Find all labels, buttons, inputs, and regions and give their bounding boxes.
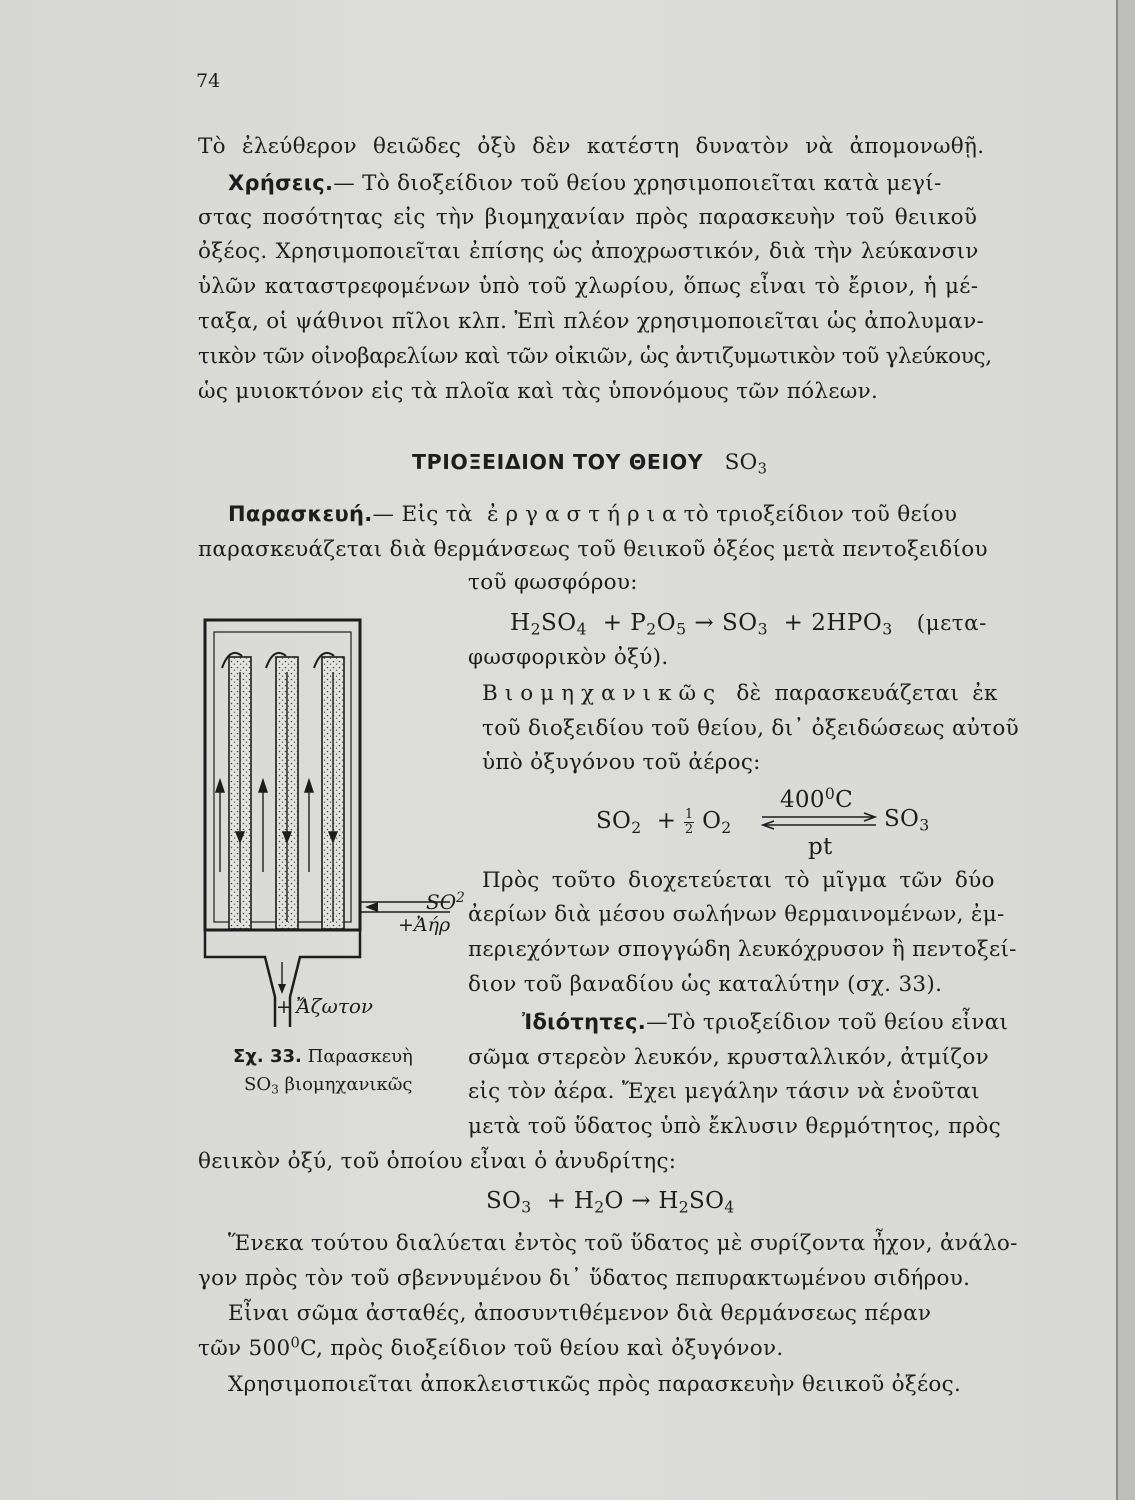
text-line: στας ποσότητας εἰς τὴν βιομηχανίαν πρὸς παρασκευὴν τοῦ θειικοῦ: [198, 205, 978, 230]
text-line: φωσφορικὸν ὀξύ).: [468, 645, 669, 670]
figure-label-so2: [426, 892, 465, 912]
text-line: ὑλῶν καταστρεφομένων ὑπὸ τοῦ χλωρίου, ὅπως εἶναι τὸ ἔριον, ἡ μέ-: [198, 274, 979, 299]
text-fragment: τὸ τριοξείδιον τοῦ θείου: [683, 502, 958, 527]
spaced-word: Βιομηχανικῶς: [482, 681, 723, 706]
section-title-text: ΤΡΙΟΞΕΙΔΙΟΝ ΤΟΥ ΘΕΙΟΥ: [412, 450, 704, 474]
plus-sign: +: [656, 808, 677, 835]
equation-condition-temp: [780, 784, 853, 813]
text-fragment: τῶν: [198, 1336, 242, 1361]
section-title: [412, 450, 768, 478]
degree: 0: [290, 1334, 301, 1352]
fraction-numerator: 1: [684, 807, 694, 822]
text-line: [198, 1334, 784, 1361]
fraction: [684, 808, 695, 836]
text-line: μετὰ τοῦ ὕδατος ὑπὸ ἔκλυσιν θερμότητος, πρὸς: [468, 1114, 1001, 1139]
text-fragment: πρὸς διοξείδιον τοῦ θείου καὶ ὀξυγόνον.: [330, 1336, 784, 1361]
text-line: ὑπὸ ὀξυγόνου τοῦ ἀέρος:: [482, 750, 761, 775]
text-line: [228, 173, 942, 195]
text-line: περιεχόντων σπογγώδη λευκόχρυσον ἢ πεντοξεί-: [468, 937, 1017, 962]
equation-3: $SO_3 + H_2O \to H_2SO_4$: [486, 1188, 735, 1217]
figure-label-air: +Ἀήρ: [398, 914, 451, 936]
label-text: SO: [426, 890, 457, 914]
equation-1: $H_2SO_4 + P_2O_5 \to SO_3 + 2HPO_3$ (μετα-: [510, 610, 987, 639]
formula-so2: SO: [596, 808, 632, 835]
page-number: 74: [196, 70, 221, 92]
unit: C: [835, 787, 853, 813]
text-fragment: δὲ παρασκευάζεται ἐκ: [736, 681, 998, 706]
text-line: τοῦ διοξειδίου τοῦ θείου, δι᾽ ὀξειδώσεως αὐτοῦ: [482, 716, 1019, 741]
text-line: εἰς τὸν ἀέρα. Ἔχει μεγάλην τάσιν νὰ ἑνοῦται: [468, 1079, 980, 1104]
text-line: Εἶναι σῶμα ἀσταθές, ἀποσυντιθέμενον διὰ θερμάνσεως πέραν: [228, 1301, 932, 1326]
text-line: Ἕνεκα τούτου διαλύεται ἐντὸς τοῦ ὕδατος μὲ συρίζοντα ἦχον, ἀνάλο-: [228, 1231, 1018, 1256]
figure-33-apparatus: [200, 612, 470, 1032]
equation-condition-catalyst: pt: [808, 834, 833, 860]
figure-caption-number: Σχ. 33.: [233, 1046, 302, 1067]
text-line: σῶμα στερεὸν λευκόν, κρυσταλλικόν, ἀτμίζον: [468, 1045, 989, 1070]
figure-caption-text: Παρασκευὴ: [307, 1046, 413, 1067]
unit: C,: [300, 1336, 324, 1361]
text-fragment: —Τὸ τριοξείδιον τοῦ θείου εἶναι: [646, 1010, 1009, 1035]
equation-note: (μετα-: [916, 611, 987, 636]
heading-preparation: Παρασκευή.: [228, 502, 373, 526]
equation-2: [596, 808, 732, 836]
figure-label-nitrogen: Ἄζωτον: [296, 994, 374, 1018]
text-line: θειικὸν ὀξύ, τοῦ ὁποίου εἶναι ὁ ἀνυδρίτης:: [198, 1149, 677, 1174]
figure-caption-text: βιομηχανικῶς: [284, 1074, 413, 1095]
temperature: 400: [780, 787, 825, 813]
text-line: τικὸν τῶν οἰνοβαρελίων καὶ τῶν οἰκιῶν, ὡς ἀντιζυμωτικὸν τοῦ γλεύκους,: [198, 344, 992, 369]
text-line: ἀερίων διὰ μέσου σωλήνων θερμαινομένων, ἐμ-: [468, 902, 1005, 927]
text-line: Τὸ ἐλεύθερον θειῶδες ὀξὺ δὲν κατέστη δυνατὸν νὰ ἀπομονωθῇ.: [198, 134, 985, 159]
heading-uses: Χρήσεις.: [228, 171, 334, 195]
superscript: 2: [456, 890, 465, 907]
text-fragment: — Τὸ διοξείδιον τοῦ θείου χρησιμοποιεῖται κατὰ μεγί-: [333, 171, 942, 196]
text-line: Πρὸς τοῦτο διοχετεύεται τὸ μῖγμα τῶν δύο: [482, 868, 995, 893]
text-line: τοῦ φωσφόρου:: [468, 570, 638, 595]
subscript: 2: [631, 817, 642, 837]
spaced-word: ἐργαστήρια: [486, 502, 684, 527]
text-line: ὡς μυιοκτόνον εἰς τὰ πλοῖα καὶ τὰς ὑπονόμους τῶν πόλεων.: [198, 379, 879, 404]
figure-caption: [233, 1048, 413, 1066]
temperature: 500: [248, 1336, 291, 1361]
equilibrium-arrow-icon: [760, 812, 878, 830]
text-line: γον πρὸς τὸν τοῦ σβεννυμένου δι᾽ ὕδατος πεπυρακτωμένου σιδήρου.: [198, 1266, 971, 1291]
formula-o2: O: [702, 808, 722, 835]
heading-properties: Ἰδιότητες.: [522, 1010, 647, 1034]
degree: 0: [824, 784, 836, 804]
text-line: παρασκευάζεται διὰ θερμάνσεως τοῦ θειικοῦ ὀξέος μετὰ πεντοξειδίου: [198, 537, 988, 562]
subscript: 3: [757, 460, 768, 478]
text-line: ὀξέος. Χρησιμοποιεῖται ἐπίσης ὡς ἀποχρωστικόν, διὰ τὴν λεύκανσιν: [198, 239, 979, 264]
text-line: Χρησιμοποιεῖται ἀποκλειστικῶς πρὸς παρασκευὴν θειικοῦ ὀξέος.: [228, 1372, 962, 1397]
figure-label-plus: +: [276, 996, 292, 1018]
figure-caption-line2: $SO_3$ βιομηχανικῶς: [244, 1074, 413, 1097]
page-edge: [1116, 0, 1135, 1500]
text-line: διον τοῦ βαναδίου ὡς καταλύτην (σχ. 33).: [468, 972, 943, 997]
text-line: [522, 1012, 1008, 1034]
formula-so3: SO: [724, 450, 758, 475]
text-line: ταξα, οἱ ψάθινοι πῖλοι κλπ. Ἐπὶ πλέον χρησιμοποιεῖται ὡς ἀπολυμαν-: [198, 309, 985, 334]
subscript: 2: [721, 817, 732, 837]
text-line: [482, 683, 998, 705]
fraction-denominator: 2: [684, 821, 694, 837]
text-line: [228, 504, 957, 526]
equation-2-product: $SO_3$: [884, 806, 930, 835]
text-fragment: — Εἰς τὰ: [372, 502, 473, 527]
